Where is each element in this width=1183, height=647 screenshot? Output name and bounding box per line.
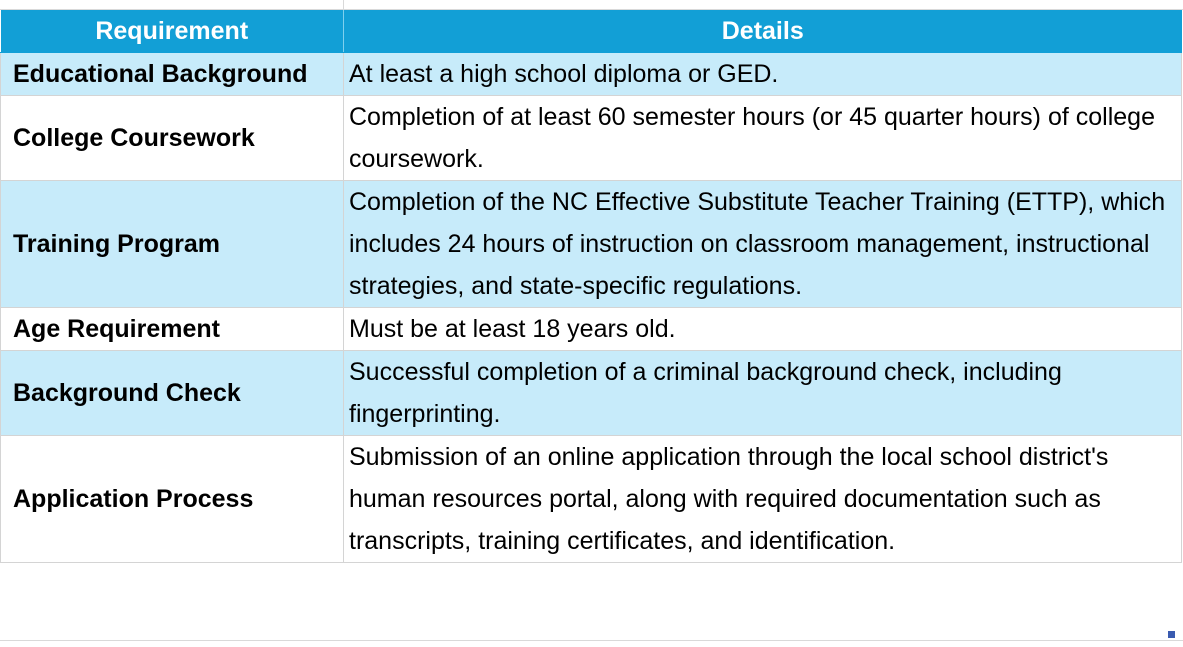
table-row <box>1 436 1182 563</box>
table-row <box>1 351 1182 436</box>
sheet-bottom-strip <box>0 640 1183 647</box>
requirement-cell[interactable]: Educational Background <box>1 53 344 96</box>
table-row <box>1 53 1182 96</box>
details-cell[interactable]: Submission of an online application through the local school district's human resources portal, along with required documentation such as transcripts, training certificates, and identification. <box>344 436 1182 563</box>
fill-handle[interactable] <box>1168 631 1175 638</box>
requirement-cell[interactable]: Background Check <box>1 351 344 436</box>
details-cell[interactable]: Completion of at least 60 semester hours (or 45 quarter hours) of college coursework. <box>344 96 1182 181</box>
requirement-cell[interactable]: Application Process <box>1 436 344 563</box>
requirement-cell[interactable]: Age Requirement <box>1 308 344 351</box>
requirement-cell[interactable]: Training Program <box>1 181 344 308</box>
header-requirement[interactable]: Requirement <box>1 10 344 53</box>
sheet-top-strip <box>0 0 1183 10</box>
requirements-table <box>0 10 1182 563</box>
table-row <box>1 308 1182 351</box>
details-cell[interactable]: At least a high school diploma or GED. <box>344 53 1182 96</box>
details-cell[interactable]: Completion of the NC Effective Substitute Teacher Training (ETTP), which includes 24 hours of instruction on classroom management, instructional strategies, and state-specific regulations. <box>344 181 1182 308</box>
details-cell[interactable]: Successful completion of a criminal background check, including fingerprinting. <box>344 351 1182 436</box>
table-row <box>1 96 1182 181</box>
table-header-row <box>1 10 1182 53</box>
details-cell[interactable]: Must be at least 18 years old. <box>344 308 1182 351</box>
requirement-cell[interactable]: College Coursework <box>1 96 344 181</box>
column-separator <box>343 0 344 10</box>
header-details[interactable]: Details <box>344 10 1182 53</box>
table-row <box>1 181 1182 308</box>
